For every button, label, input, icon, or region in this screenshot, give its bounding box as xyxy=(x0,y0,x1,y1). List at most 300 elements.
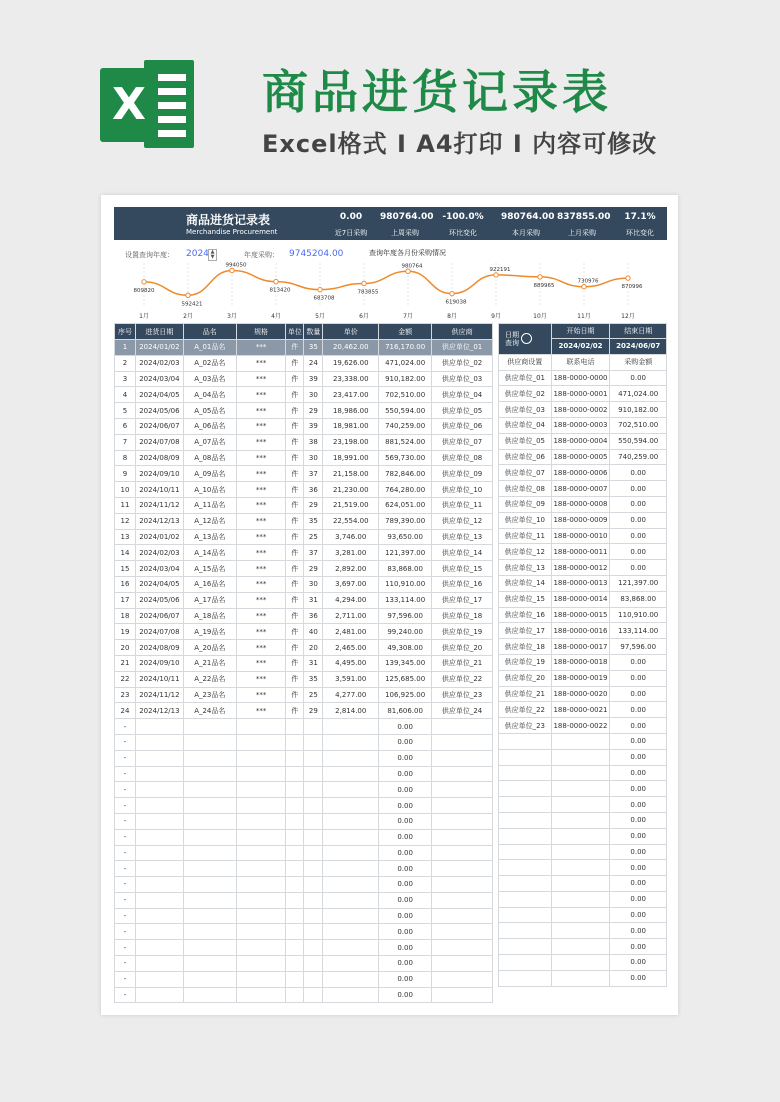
supplier-row[interactable] xyxy=(499,781,667,797)
table-row[interactable] xyxy=(115,482,493,498)
table-cell[interactable]: 36 xyxy=(304,608,323,624)
supplier-row[interactable] xyxy=(499,749,667,765)
table-cell[interactable] xyxy=(286,940,304,956)
table-cell[interactable]: 0.00 xyxy=(379,892,432,908)
table-cell[interactable] xyxy=(432,829,493,845)
table-cell[interactable]: *** xyxy=(236,418,286,434)
supplier-row[interactable] xyxy=(499,876,667,892)
table-cell[interactable]: 29 xyxy=(304,497,323,513)
table-cell[interactable] xyxy=(304,971,323,987)
supplier-cell[interactable]: 0.00 xyxy=(610,370,667,386)
table-cell[interactable]: 件 xyxy=(286,371,304,387)
table-cell[interactable]: 2024/07/08 xyxy=(135,624,183,640)
supplier-cell[interactable]: 188-0000-0021 xyxy=(551,702,610,718)
table-cell[interactable] xyxy=(286,877,304,893)
table-cell[interactable]: *** xyxy=(236,529,286,545)
table-cell[interactable]: 2,814.00 xyxy=(323,703,379,719)
supplier-cell[interactable]: 供应单位_08 xyxy=(499,481,552,497)
table-cell[interactable]: - xyxy=(115,987,136,1003)
table-cell[interactable] xyxy=(432,971,493,987)
table-cell[interactable]: 件 xyxy=(286,671,304,687)
table-cell[interactable]: 110,910.00 xyxy=(379,576,432,592)
table-cell[interactable]: *** xyxy=(236,640,286,656)
table-cell[interactable]: 供应单位_22 xyxy=(432,671,493,687)
table-row[interactable] xyxy=(115,355,493,371)
table-cell[interactable] xyxy=(236,987,286,1003)
supplier-cell[interactable]: 188-0000-0007 xyxy=(551,481,610,497)
table-cell[interactable]: - xyxy=(115,924,136,940)
table-row[interactable] xyxy=(115,466,493,482)
supplier-cell[interactable] xyxy=(551,797,610,813)
table-cell[interactable]: 2024/02/03 xyxy=(135,355,183,371)
table-cell[interactable]: 18,986.00 xyxy=(323,403,379,419)
supplier-cell[interactable]: 0.00 xyxy=(610,781,667,797)
table-row[interactable] xyxy=(115,403,493,419)
table-cell[interactable]: 2024/03/04 xyxy=(135,561,183,577)
table-row[interactable] xyxy=(115,798,493,814)
table-cell[interactable]: 2024/03/04 xyxy=(135,371,183,387)
supplier-cell[interactable]: 121,397.00 xyxy=(610,575,667,591)
table-row[interactable] xyxy=(115,561,493,577)
table-cell[interactable]: 件 xyxy=(286,387,304,403)
supplier-cell[interactable] xyxy=(499,876,552,892)
table-cell[interactable]: 22,554.00 xyxy=(323,513,379,529)
supplier-cell[interactable]: 供应单位_14 xyxy=(499,575,552,591)
supplier-cell[interactable]: 供应单位_21 xyxy=(499,686,552,702)
table-cell[interactable]: A_11品名 xyxy=(183,497,236,513)
table-cell[interactable]: 19 xyxy=(115,624,136,640)
supplier-row[interactable] xyxy=(499,860,667,876)
supplier-row[interactable] xyxy=(499,654,667,670)
table-cell[interactable]: 0.00 xyxy=(379,766,432,782)
table-cell[interactable]: 0.00 xyxy=(379,845,432,861)
supplier-row[interactable] xyxy=(499,417,667,433)
table-cell[interactable] xyxy=(236,734,286,750)
table-cell[interactable]: 0.00 xyxy=(379,734,432,750)
table-row[interactable] xyxy=(115,750,493,766)
table-cell[interactable]: 2,481.00 xyxy=(323,624,379,640)
supplier-cell[interactable]: 188-0000-0011 xyxy=(551,544,610,560)
table-cell[interactable] xyxy=(432,734,493,750)
table-cell[interactable] xyxy=(183,719,236,735)
supplier-cell[interactable]: 供应单位_03 xyxy=(499,402,552,418)
table-cell[interactable]: A_13品名 xyxy=(183,529,236,545)
table-cell[interactable]: 2024/08/09 xyxy=(135,640,183,656)
table-cell[interactable]: 供应单位_12 xyxy=(432,513,493,529)
table-row[interactable] xyxy=(115,529,493,545)
table-cell[interactable]: 30 xyxy=(304,450,323,466)
table-cell[interactable]: - xyxy=(115,908,136,924)
supplier-cell[interactable]: 供应单位_11 xyxy=(499,528,552,544)
supplier-cell[interactable]: 0.00 xyxy=(610,686,667,702)
table-cell[interactable]: 件 xyxy=(286,340,304,356)
table-cell[interactable]: 0.00 xyxy=(379,750,432,766)
supplier-cell[interactable] xyxy=(551,749,610,765)
table-cell[interactable]: 133,114.00 xyxy=(379,592,432,608)
table-cell[interactable]: 18,991.00 xyxy=(323,450,379,466)
supplier-cell[interactable]: 供应单位_20 xyxy=(499,670,552,686)
table-cell[interactable] xyxy=(135,877,183,893)
table-cell[interactable] xyxy=(286,766,304,782)
table-row[interactable] xyxy=(115,734,493,750)
table-cell[interactable] xyxy=(304,782,323,798)
table-cell[interactable] xyxy=(286,719,304,735)
table-cell[interactable] xyxy=(304,861,323,877)
table-cell[interactable] xyxy=(304,845,323,861)
supplier-row[interactable] xyxy=(499,370,667,386)
table-cell[interactable]: 21 xyxy=(115,655,136,671)
supplier-cell[interactable] xyxy=(551,828,610,844)
table-cell[interactable]: 供应单位_20 xyxy=(432,640,493,656)
table-cell[interactable] xyxy=(304,908,323,924)
table-cell[interactable] xyxy=(432,987,493,1003)
table-cell[interactable]: A_09品名 xyxy=(183,466,236,482)
table-cell[interactable]: 2024/04/05 xyxy=(135,387,183,403)
table-cell[interactable]: 0.00 xyxy=(379,719,432,735)
table-row[interactable] xyxy=(115,861,493,877)
supplier-row[interactable] xyxy=(499,528,667,544)
table-row[interactable] xyxy=(115,450,493,466)
supplier-cell[interactable] xyxy=(551,939,610,955)
table-cell[interactable]: 14 xyxy=(115,545,136,561)
table-cell[interactable] xyxy=(135,798,183,814)
table-cell[interactable] xyxy=(236,845,286,861)
supplier-row[interactable] xyxy=(499,812,667,828)
supplier-row[interactable] xyxy=(499,939,667,955)
table-row[interactable] xyxy=(115,987,493,1003)
supplier-cell[interactable]: 471,024.00 xyxy=(610,386,667,402)
table-cell[interactable]: - xyxy=(115,892,136,908)
table-row[interactable] xyxy=(115,340,493,356)
table-cell[interactable] xyxy=(135,782,183,798)
supplier-cell[interactable]: 供应单位_01 xyxy=(499,370,552,386)
supplier-row[interactable] xyxy=(499,970,667,986)
table-cell[interactable]: 139,345.00 xyxy=(379,655,432,671)
supplier-cell[interactable]: 0.00 xyxy=(610,970,667,986)
table-cell[interactable]: A_02品名 xyxy=(183,355,236,371)
supplier-cell[interactable]: 0.00 xyxy=(610,955,667,971)
table-cell[interactable]: 4,495.00 xyxy=(323,655,379,671)
table-cell[interactable]: 件 xyxy=(286,466,304,482)
table-cell[interactable] xyxy=(236,940,286,956)
table-cell[interactable] xyxy=(236,829,286,845)
table-row[interactable] xyxy=(115,513,493,529)
table-row[interactable] xyxy=(115,545,493,561)
table-cell[interactable]: 2,711.00 xyxy=(323,608,379,624)
table-cell[interactable]: 471,024.00 xyxy=(379,355,432,371)
table-cell[interactable]: 2024/01/02 xyxy=(135,529,183,545)
table-cell[interactable] xyxy=(183,971,236,987)
table-cell[interactable]: 37 xyxy=(304,545,323,561)
table-cell[interactable]: 2024/09/10 xyxy=(135,466,183,482)
table-cell[interactable]: 件 xyxy=(286,592,304,608)
supplier-cell[interactable]: 0.00 xyxy=(610,828,667,844)
supplier-cell[interactable]: 0.00 xyxy=(610,923,667,939)
table-cell[interactable] xyxy=(304,987,323,1003)
table-cell[interactable]: 件 xyxy=(286,576,304,592)
table-cell[interactable]: 件 xyxy=(286,497,304,513)
table-cell[interactable]: 2024/11/12 xyxy=(135,497,183,513)
supplier-cell[interactable] xyxy=(499,749,552,765)
supplier-cell[interactable] xyxy=(551,844,610,860)
table-cell[interactable]: 29 xyxy=(304,403,323,419)
table-cell[interactable] xyxy=(183,908,236,924)
table-cell[interactable]: A_15品名 xyxy=(183,561,236,577)
table-cell[interactable]: 供应单位_01 xyxy=(432,340,493,356)
supplier-cell[interactable]: 188-0000-0003 xyxy=(551,417,610,433)
supplier-cell[interactable]: 188-0000-0019 xyxy=(551,670,610,686)
supplier-cell[interactable]: 550,594.00 xyxy=(610,433,667,449)
table-cell[interactable] xyxy=(304,892,323,908)
supplier-cell[interactable]: 0.00 xyxy=(610,702,667,718)
table-cell[interactable]: 0.00 xyxy=(379,987,432,1003)
table-cell[interactable] xyxy=(135,750,183,766)
table-cell[interactable]: 125,685.00 xyxy=(379,671,432,687)
table-cell[interactable]: 21,158.00 xyxy=(323,466,379,482)
supplier-row[interactable] xyxy=(499,828,667,844)
table-cell[interactable]: 97,596.00 xyxy=(379,608,432,624)
table-cell[interactable]: 供应单位_18 xyxy=(432,608,493,624)
table-cell[interactable]: 21,230.00 xyxy=(323,482,379,498)
supplier-row[interactable] xyxy=(499,386,667,402)
table-cell[interactable] xyxy=(286,908,304,924)
table-cell[interactable]: 供应单位_11 xyxy=(432,497,493,513)
supplier-cell[interactable]: 0.00 xyxy=(610,670,667,686)
table-cell[interactable] xyxy=(183,956,236,972)
supplier-cell[interactable] xyxy=(499,844,552,860)
table-cell[interactable]: 25 xyxy=(304,687,323,703)
table-cell[interactable] xyxy=(236,861,286,877)
table-cell[interactable] xyxy=(236,971,286,987)
supplier-cell[interactable]: 0.00 xyxy=(610,544,667,560)
table-cell[interactable]: A_24品名 xyxy=(183,703,236,719)
supplier-cell[interactable]: 供应单位_09 xyxy=(499,496,552,512)
table-cell[interactable] xyxy=(304,924,323,940)
table-cell[interactable] xyxy=(135,829,183,845)
table-cell[interactable] xyxy=(183,877,236,893)
table-cell[interactable]: A_04品名 xyxy=(183,387,236,403)
table-cell[interactable]: *** xyxy=(236,703,286,719)
start-date-input[interactable]: 2024/02/02 xyxy=(551,339,610,355)
table-cell[interactable]: *** xyxy=(236,655,286,671)
table-cell[interactable] xyxy=(236,782,286,798)
supplier-row[interactable] xyxy=(499,718,667,734)
table-cell[interactable]: 供应单位_08 xyxy=(432,450,493,466)
table-cell[interactable]: 789,390.00 xyxy=(379,513,432,529)
table-cell[interactable] xyxy=(286,971,304,987)
table-cell[interactable]: 0.00 xyxy=(379,971,432,987)
table-cell[interactable]: 供应单位_14 xyxy=(432,545,493,561)
table-cell[interactable]: A_08品名 xyxy=(183,450,236,466)
search-icon[interactable] xyxy=(521,333,532,344)
table-cell[interactable]: A_22品名 xyxy=(183,671,236,687)
supplier-row[interactable] xyxy=(499,433,667,449)
supplier-row[interactable] xyxy=(499,891,667,907)
table-cell[interactable]: 2024/12/13 xyxy=(135,513,183,529)
table-cell[interactable]: 23 xyxy=(115,687,136,703)
year-input[interactable]: 2024 xyxy=(186,249,209,259)
supplier-cell[interactable]: 83,868.00 xyxy=(610,591,667,607)
supplier-row[interactable] xyxy=(499,560,667,576)
table-cell[interactable] xyxy=(135,956,183,972)
supplier-cell[interactable]: 0.00 xyxy=(610,733,667,749)
table-row[interactable] xyxy=(115,387,493,403)
table-cell[interactable] xyxy=(432,940,493,956)
supplier-cell[interactable]: 0.00 xyxy=(610,891,667,907)
table-cell[interactable] xyxy=(323,845,379,861)
table-row[interactable] xyxy=(115,418,493,434)
supplier-row[interactable] xyxy=(499,591,667,607)
supplier-cell[interactable]: 0.00 xyxy=(610,876,667,892)
table-cell[interactable]: 件 xyxy=(286,450,304,466)
table-cell[interactable]: 702,510.00 xyxy=(379,387,432,403)
table-cell[interactable]: 1 xyxy=(115,340,136,356)
supplier-cell[interactable] xyxy=(499,781,552,797)
supplier-row[interactable] xyxy=(499,907,667,923)
supplier-row[interactable] xyxy=(499,623,667,639)
supplier-row[interactable] xyxy=(499,639,667,655)
supplier-cell[interactable]: 188-0000-0012 xyxy=(551,560,610,576)
table-row[interactable] xyxy=(115,813,493,829)
table-cell[interactable] xyxy=(432,892,493,908)
supplier-row[interactable] xyxy=(499,955,667,971)
table-cell[interactable]: 3,697.00 xyxy=(323,576,379,592)
table-cell[interactable]: *** xyxy=(236,624,286,640)
table-cell[interactable] xyxy=(304,798,323,814)
supplier-row[interactable] xyxy=(499,465,667,481)
table-cell[interactable]: 0.00 xyxy=(379,798,432,814)
table-cell[interactable]: A_12品名 xyxy=(183,513,236,529)
table-cell[interactable] xyxy=(236,750,286,766)
table-cell[interactable]: A_20品名 xyxy=(183,640,236,656)
table-row[interactable] xyxy=(115,687,493,703)
table-cell[interactable] xyxy=(432,861,493,877)
supplier-cell[interactable] xyxy=(551,781,610,797)
table-cell[interactable] xyxy=(432,956,493,972)
table-cell[interactable]: 2024/07/08 xyxy=(135,434,183,450)
supplier-cell[interactable] xyxy=(499,891,552,907)
table-cell[interactable] xyxy=(432,798,493,814)
supplier-cell[interactable] xyxy=(499,939,552,955)
table-cell[interactable]: 624,051.00 xyxy=(379,497,432,513)
table-cell[interactable] xyxy=(135,719,183,735)
table-cell[interactable]: 供应单位_06 xyxy=(432,418,493,434)
supplier-cell[interactable]: 供应单位_22 xyxy=(499,702,552,718)
table-cell[interactable]: 3,591.00 xyxy=(323,671,379,687)
table-cell[interactable] xyxy=(432,924,493,940)
table-cell[interactable]: 35 xyxy=(304,340,323,356)
table-cell[interactable] xyxy=(432,813,493,829)
table-cell[interactable]: A_03品名 xyxy=(183,371,236,387)
supplier-cell[interactable]: 供应单位_15 xyxy=(499,591,552,607)
table-cell[interactable] xyxy=(286,861,304,877)
table-cell[interactable]: 供应单位_16 xyxy=(432,576,493,592)
table-cell[interactable]: 2024/12/13 xyxy=(135,703,183,719)
table-cell[interactable] xyxy=(236,798,286,814)
table-cell[interactable] xyxy=(323,782,379,798)
supplier-cell[interactable]: 供应单位_10 xyxy=(499,512,552,528)
table-cell[interactable] xyxy=(432,719,493,735)
supplier-row[interactable] xyxy=(499,575,667,591)
supplier-cell[interactable]: 740,259.00 xyxy=(610,449,667,465)
supplier-cell[interactable]: 188-0000-0013 xyxy=(551,575,610,591)
table-cell[interactable]: 23,417.00 xyxy=(323,387,379,403)
table-cell[interactable]: 件 xyxy=(286,687,304,703)
supplier-cell[interactable] xyxy=(551,765,610,781)
supplier-cell[interactable]: 188-0000-0014 xyxy=(551,591,610,607)
table-cell[interactable] xyxy=(286,829,304,845)
table-cell[interactable] xyxy=(236,924,286,940)
table-cell[interactable]: *** xyxy=(236,576,286,592)
table-cell[interactable] xyxy=(135,987,183,1003)
table-cell[interactable]: 93,650.00 xyxy=(379,529,432,545)
supplier-cell[interactable]: 供应单位_23 xyxy=(499,718,552,734)
table-cell[interactable] xyxy=(236,892,286,908)
table-cell[interactable]: *** xyxy=(236,466,286,482)
table-row[interactable] xyxy=(115,782,493,798)
table-cell[interactable]: 49,308.00 xyxy=(379,640,432,656)
table-cell[interactable]: 20 xyxy=(304,640,323,656)
table-cell[interactable]: 782,846.00 xyxy=(379,466,432,482)
table-cell[interactable]: 件 xyxy=(286,703,304,719)
table-cell[interactable] xyxy=(286,734,304,750)
table-cell[interactable]: 0.00 xyxy=(379,813,432,829)
table-cell[interactable]: 3,746.00 xyxy=(323,529,379,545)
table-cell[interactable]: 37 xyxy=(304,466,323,482)
table-row[interactable] xyxy=(115,592,493,608)
table-row[interactable] xyxy=(115,892,493,908)
supplier-cell[interactable]: 188-0000-0010 xyxy=(551,528,610,544)
supplier-row[interactable] xyxy=(499,607,667,623)
supplier-cell[interactable] xyxy=(551,860,610,876)
table-cell[interactable]: 2,892.00 xyxy=(323,561,379,577)
supplier-row[interactable] xyxy=(499,481,667,497)
table-cell[interactable]: 19,626.00 xyxy=(323,355,379,371)
table-row[interactable] xyxy=(115,829,493,845)
table-cell[interactable] xyxy=(304,719,323,735)
table-row[interactable] xyxy=(115,924,493,940)
table-cell[interactable]: 2024/02/03 xyxy=(135,545,183,561)
table-cell[interactable]: 6 xyxy=(115,418,136,434)
table-cell[interactable]: 24 xyxy=(304,355,323,371)
supplier-cell[interactable] xyxy=(499,970,552,986)
table-cell[interactable] xyxy=(183,829,236,845)
table-cell[interactable] xyxy=(323,813,379,829)
table-cell[interactable]: 17 xyxy=(115,592,136,608)
table-cell[interactable]: - xyxy=(115,734,136,750)
table-cell[interactable] xyxy=(135,813,183,829)
table-cell[interactable] xyxy=(183,734,236,750)
table-cell[interactable]: 15 xyxy=(115,561,136,577)
table-cell[interactable]: 供应单位_19 xyxy=(432,624,493,640)
table-cell[interactable]: 21,519.00 xyxy=(323,497,379,513)
table-cell[interactable]: 2024/10/11 xyxy=(135,482,183,498)
supplier-cell[interactable] xyxy=(551,876,610,892)
table-cell[interactable]: 0.00 xyxy=(379,877,432,893)
table-cell[interactable] xyxy=(323,924,379,940)
table-cell[interactable]: - xyxy=(115,750,136,766)
supplier-cell[interactable]: 供应单位_19 xyxy=(499,654,552,670)
table-cell[interactable]: 2024/09/10 xyxy=(135,655,183,671)
table-cell[interactable]: 供应单位_15 xyxy=(432,561,493,577)
table-cell[interactable]: - xyxy=(115,940,136,956)
table-cell[interactable] xyxy=(236,908,286,924)
table-row[interactable] xyxy=(115,877,493,893)
table-row[interactable] xyxy=(115,971,493,987)
supplier-cell[interactable]: 供应单位_16 xyxy=(499,607,552,623)
supplier-cell[interactable] xyxy=(551,907,610,923)
table-cell[interactable] xyxy=(432,750,493,766)
